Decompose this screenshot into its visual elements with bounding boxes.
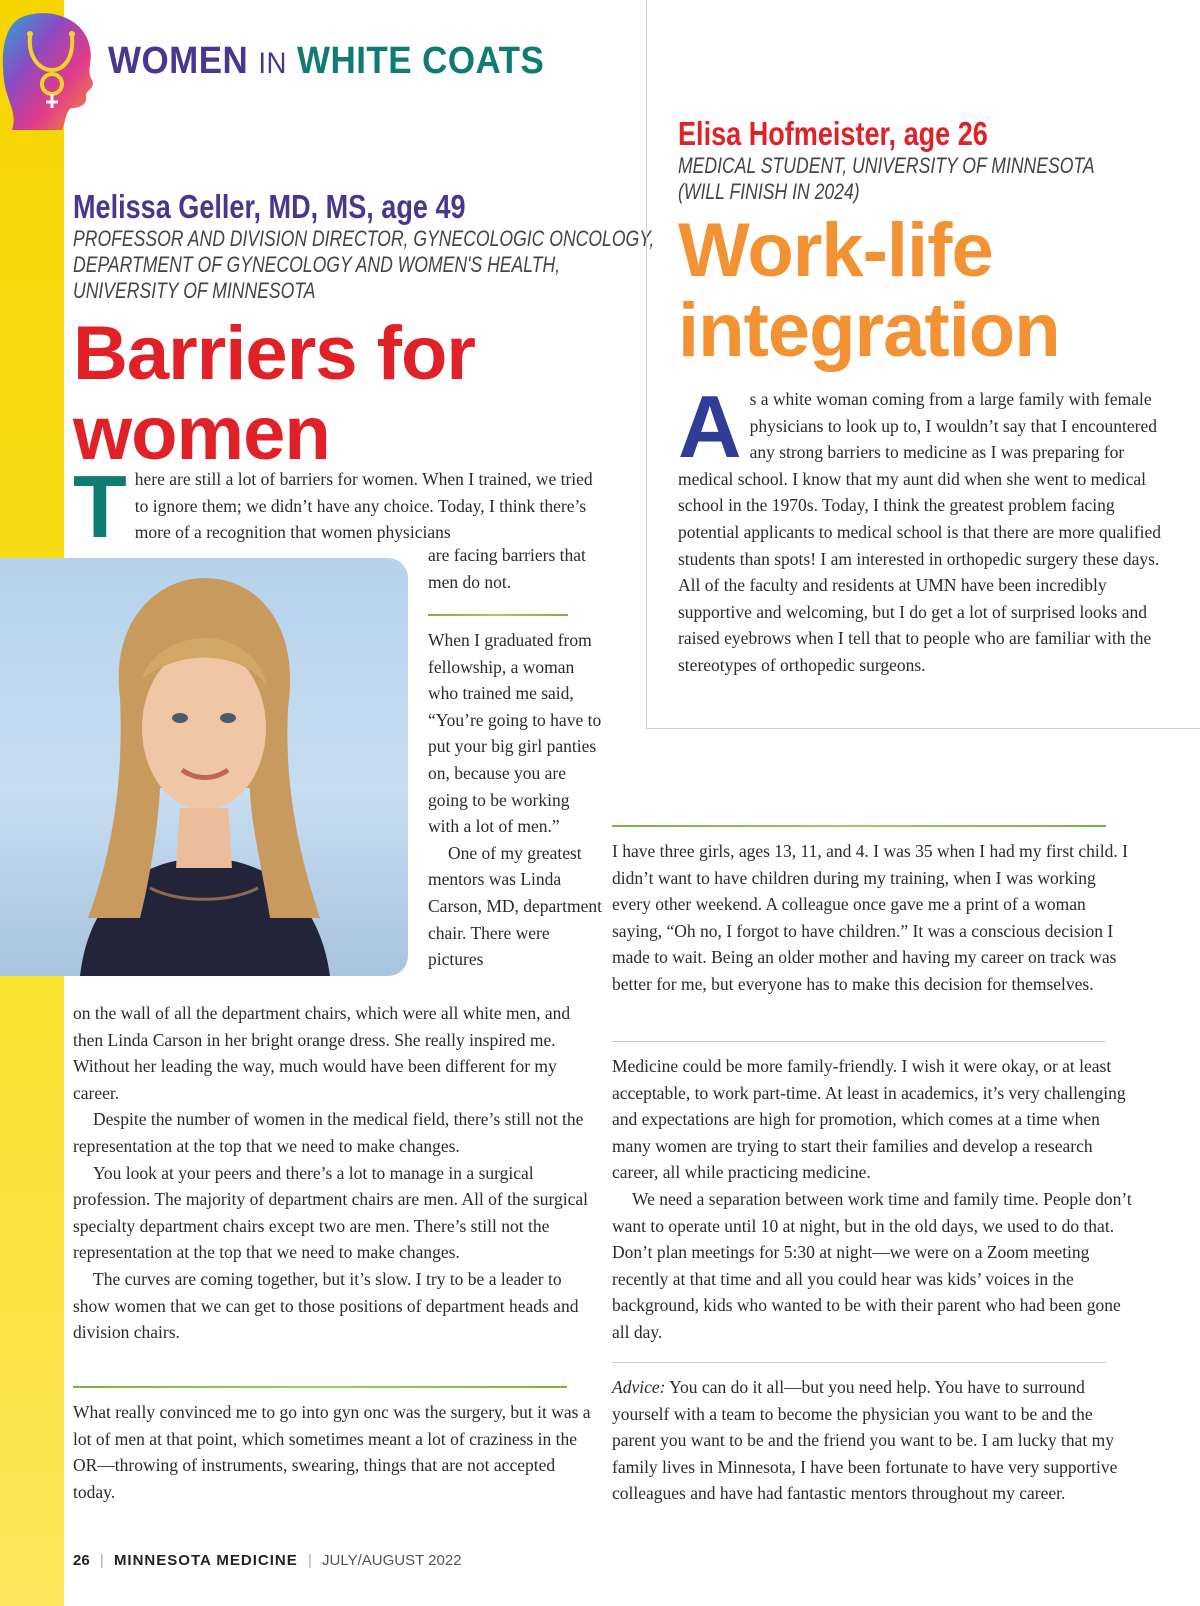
section-title-in: IN xyxy=(258,47,287,80)
head-stethoscope-logo-icon xyxy=(0,8,100,132)
right-block-2 xyxy=(612,1053,1132,1346)
left-intro-text: here are still a lot of barriers for women. When I trained, we tried to ignore them; we didn’t have any choice. Today, I think there’s more of a recognition that women physicians xyxy=(134,469,593,543)
right-person-name: Elisa Hofmeister, age 26 xyxy=(678,115,988,152)
section-title-white-coats: WHITE COATS xyxy=(297,40,545,82)
left-headline-line1: Barriers for xyxy=(73,311,475,396)
left-person-title-3: UNIVERSITY OF MINNESOTA xyxy=(73,278,316,303)
left-headline-line2: women xyxy=(73,391,330,476)
advice-label: Advice: xyxy=(612,1377,666,1397)
right-intro-paragraph xyxy=(678,377,1178,679)
right-paragraph-2: Medicine could be more family-friendly. I wish it were okay, or at least acceptable, to work part-time. At least in academics, it’s very challenging and expectations are high for promotion, which comes at a time when many women are trying to start their families and develop a research career, all while practicing medicine. xyxy=(612,1056,1126,1183)
left-wide-block xyxy=(73,1000,593,1346)
left-wide-paragraph-2: Despite the number of women in the medical field, there’s still not the representation at the top that we need to make changes. xyxy=(73,1109,584,1156)
right-paragraph-1: I have three girls, ages 13, 11, and 4. I was 35 when I had my first child. I didn’t want to have children during my training, when I was working every other weekend. A colleague once gave me a print of a woman saying, “Oh no, I forgot to have children.” It was a conscious decision I made to wait. Being an older mother and having my career on track was better for me, but everyone has to make this decision for themselves. xyxy=(612,841,1128,994)
left-divider-2 xyxy=(73,1386,567,1388)
left-headline xyxy=(73,311,633,476)
left-wide-paragraph-1: on the wall of all the department chairs, which were all white men, and then Linda Carson in her bright orange dress. She really inspired me. Without her leading the way, much would have been different for my career. xyxy=(73,1003,571,1103)
left-person-title-1: PROFESSOR AND DIVISION DIRECTOR, GYNECOLOGIC ONCOLOGY, xyxy=(73,226,655,251)
left-intro-paragraph xyxy=(73,457,593,556)
right-article-header xyxy=(678,115,1178,371)
footer-separator-1: | xyxy=(99,1552,104,1569)
right-divider-1 xyxy=(612,825,1106,827)
left-divider-1 xyxy=(428,614,568,616)
right-divider-3 xyxy=(612,1362,1106,1363)
right-advice-paragraph xyxy=(612,1374,1132,1507)
right-headline xyxy=(678,208,1178,373)
right-divider-2 xyxy=(612,1041,1106,1042)
left-wide-paragraph-3: You look at your peers and there’s a lot to manage in a surgical profession. The majority of department chairs are men. All of the surgical specialty department chairs except two are men. There’s still not the representation at the top that we need to make changes. xyxy=(73,1162,588,1263)
issue-date: JULY/AUGUST 2022 xyxy=(322,1552,462,1569)
left-narrow-paragraph-2: When I graduated from fellowship, a woman who trained me said, “You’re going to have to put your big girl panties on, because you are going to be working with a lot of men.” xyxy=(428,630,602,837)
left-narrow-block xyxy=(428,627,603,973)
left-article-header xyxy=(73,188,655,476)
right-person-title-1: MEDICAL STUDENT, UNIVERSITY OF MINNESOTA xyxy=(678,153,1095,178)
page-number: 26 xyxy=(73,1552,90,1569)
left-wide-paragraph-4: The curves are coming together, but it’s slow. I try to be a leader to show women that we can get to those positions of department heads and division chairs. xyxy=(73,1268,579,1343)
left-narrow-paragraph-1: are facing barriers that men do not. xyxy=(428,545,586,592)
portrait-illustration xyxy=(0,558,408,976)
left-person-title-2: DEPARTMENT OF GYNECOLOGY AND WOMEN'S HEALTH, xyxy=(73,252,561,277)
left-final-paragraph: What really convinced me to go into gyn onc was the surgery, but it was a lot of men at that point, which sometimes meant a lot of craziness in the OR—throwing of instruments, swearing, things that are not accepted today. xyxy=(73,1402,591,1502)
portrait-photo xyxy=(0,558,408,976)
right-paragraph-3: We need a separation between work time and family time. People don’t want to operate until 10 at night, but in the old days, we used to do that. Don’t plan meetings for 5:30 at night—we were on a Zoom meeting recently at that time and all you could hear was kids’ voices in the background, kids who wanted to be with their parent who had been gone all day. xyxy=(612,1188,1132,1342)
right-headline-line1: Work-life xyxy=(678,208,993,293)
left-person-name: Melissa Geller, MD, MS, age 49 xyxy=(73,188,466,225)
right-intro-text: s a white woman coming from a large family with female physicians to look up to, I wouldn’t say that I encountered any strong barriers to medicine as I was preparing for medical school. I know that my aunt did when she went to medical school in the 1970s. Today, I think the greatest problem facing potential applicants to medical school is that there are more qualified students than spots! I am interested in orthopedic surgery these days. All of the faculty and residents at UMN have been incredibly supportive and welcoming, but I do get a lot of surprised looks and raised eyebrows when I tell that to people who are familiar with the stereotypes of orthopedic surgeons. xyxy=(678,389,1162,675)
left-drop-cap: T xyxy=(73,457,127,556)
section-title xyxy=(108,40,544,83)
magazine-name: MINNESOTA MEDICINE xyxy=(113,1552,298,1569)
section-title-women: WOMEN xyxy=(108,40,249,82)
page-footer xyxy=(73,1552,462,1569)
right-drop-cap: A xyxy=(678,377,742,476)
left-narrow-paragraph-3: One of my greatest mentors was Linda Carson, MD, department chair. There were pictures xyxy=(428,842,602,970)
right-headline-line2: integration xyxy=(678,288,1060,373)
advice-text: You can do it all—but you need help. You have to surround yourself with a team to become the physician you want to be and the parent you want to be and the friend you want to be. I am lucky that my family lives in Minnesota, I have been fortunate to have very supportive colleagues and have had fantastic mentors throughout my career. xyxy=(612,1377,1118,1504)
right-person-title-2: (WILL FINISH IN 2024) xyxy=(678,179,860,204)
footer-separator-2: | xyxy=(307,1552,312,1569)
